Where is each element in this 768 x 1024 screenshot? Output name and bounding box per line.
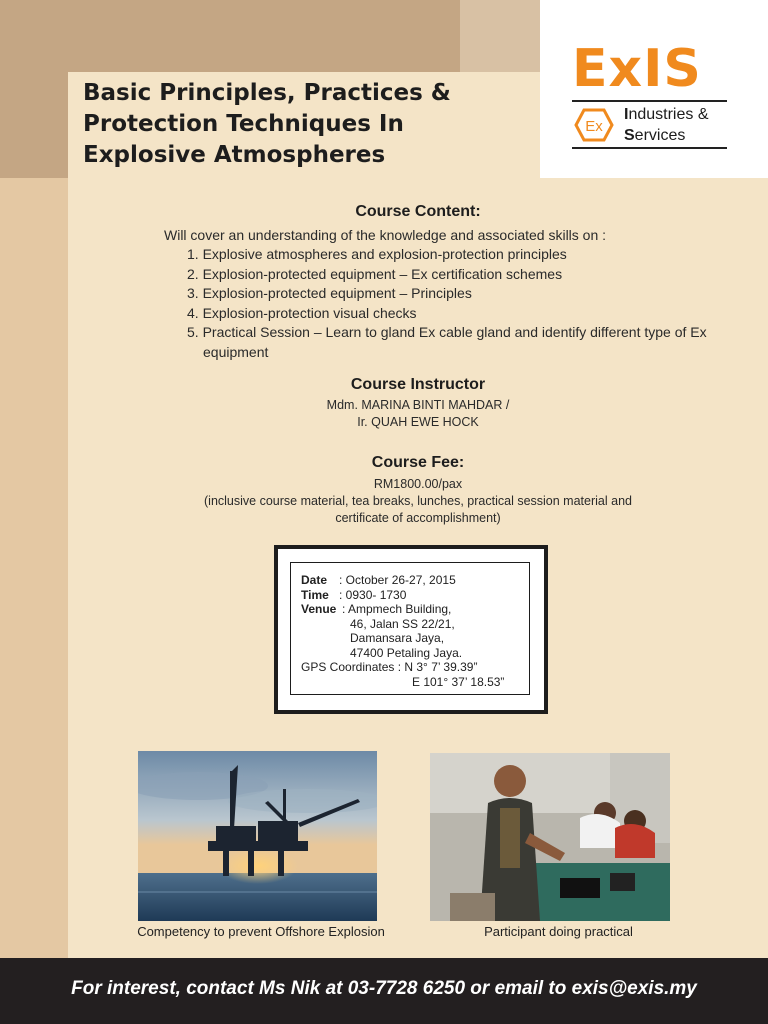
hex-label: Ex [585, 118, 603, 135]
header-band-accent [460, 0, 540, 72]
logo-initial: I [624, 106, 629, 123]
date-label: Date [301, 573, 328, 587]
instructor-name: Ir. QUAH EWE HOCK [357, 415, 479, 429]
venue-line: 47400 Petaling Jaya. [350, 645, 463, 660]
venue-line: 46, Jalan SS 22/21, [350, 616, 455, 631]
course-content-heading: Course Content: [355, 203, 481, 220]
photo-caption: Participant doing practical [484, 924, 633, 939]
logo-tagline [624, 104, 709, 146]
fee-heading: Course Fee: [371, 454, 465, 471]
list-item: 4. Explosion-protection visual checks [187, 304, 417, 321]
venue-line: Damansara Jaya, [350, 631, 445, 645]
logo-divider [572, 100, 727, 102]
course-content-list [164, 245, 734, 362]
title-line: Protection Techniques In [83, 111, 404, 137]
venue-value: : Ampmech Building, [342, 602, 452, 616]
contact-footer [0, 958, 768, 1024]
instructor-heading: Course Instructor [350, 376, 486, 393]
fee-note: (inclusive course material, tea breaks, lunches, practical session material and [204, 494, 632, 508]
date-row [301, 573, 456, 588]
title-line: Explosive Atmospheres [83, 142, 386, 168]
venue-row [301, 602, 451, 617]
list-item: 3. Explosion-protected equipment – Principles [187, 285, 472, 301]
photo-caption: Competency to prevent Offshore Explosion [137, 924, 385, 939]
course-content-intro: Will cover an understanding of the knowledge and associated skills on : [164, 227, 607, 243]
offshore-rig-photo [138, 751, 377, 921]
fee-amount: RM1800.00/pax [373, 477, 463, 491]
time-label: Time [301, 587, 329, 602]
venue-label: Venue [301, 602, 337, 616]
event-details-inner [290, 562, 530, 695]
page-title [83, 78, 451, 171]
instructor-name: Mdm. MARINA BINTI MAHDAR / [326, 398, 510, 412]
title-line: Basic Principles, Practices & [83, 80, 451, 106]
list-item: 1. Explosive atmospheres and explosion-protection principles [187, 246, 567, 262]
gps-line: GPS Coordinates : N 3° 7’ 39.39” [301, 660, 478, 674]
list-item: 5. Practical Session – Learn to gland Ex cable gland and identify different type of Ex equipment [187, 324, 707, 360]
logo-text: ndustries & [628, 106, 709, 123]
time-value: : 0930- 1730 [339, 587, 407, 602]
event-details-box [274, 545, 548, 714]
logo-wordmark: ExIS [572, 39, 702, 99]
practical-session-photo [430, 753, 670, 921]
time-row [301, 588, 406, 603]
contact-text: For interest, contact Ms Nik at 03-7728 6250 or email to exis@exis.my [71, 978, 697, 999]
logo-divider [572, 147, 727, 149]
logo-initial: S [624, 127, 635, 144]
logo-text: ervices [634, 127, 686, 144]
gps-line: E 101° 37’ 18.53” [412, 674, 505, 689]
ex-hexagon-icon [574, 108, 614, 142]
left-strip [0, 178, 68, 958]
fee-note: certificate of accomplishment) [335, 511, 501, 525]
list-item: 2. Explosion-protected equipment – Ex certification schemes [187, 265, 563, 282]
date-value: : October 26-27, 2015 [339, 573, 456, 587]
